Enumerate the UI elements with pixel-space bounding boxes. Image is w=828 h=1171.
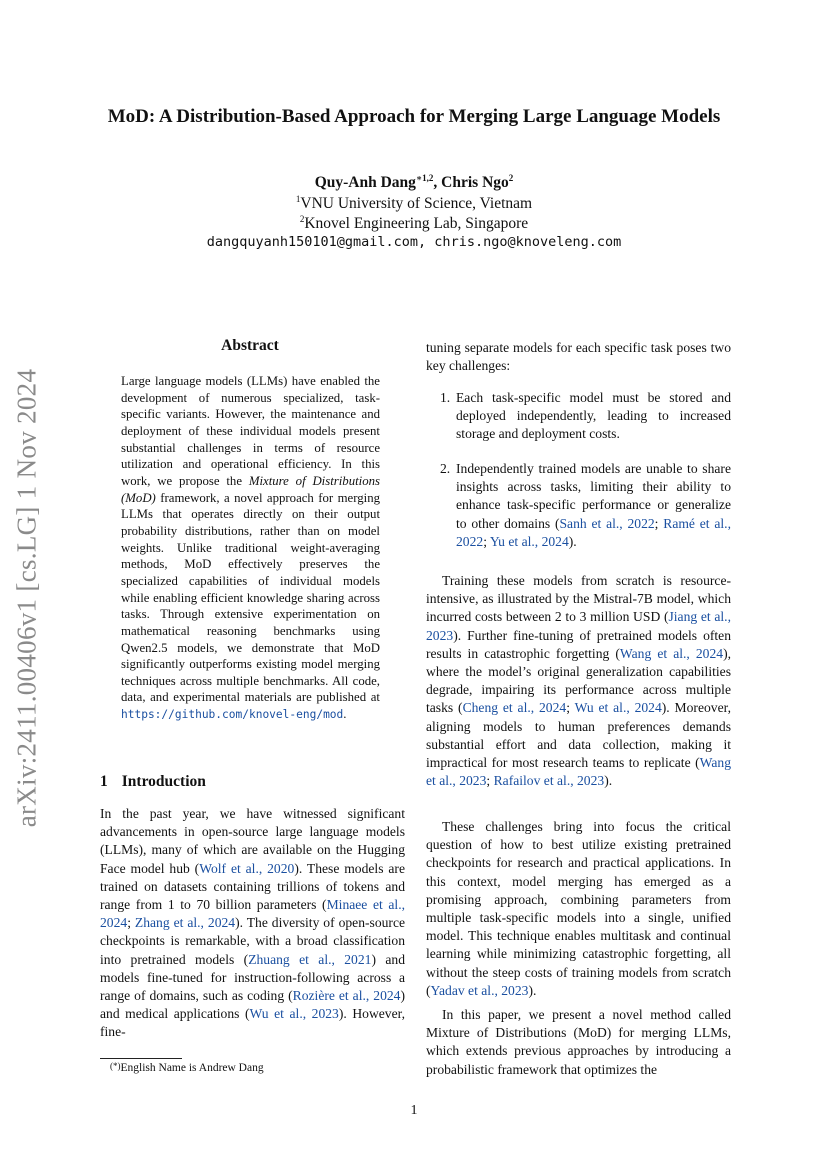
right-paragraph: tuning separate models for each specific task poses two key challenges: bbox=[426, 340, 731, 374]
citation-link[interactable]: Wu et al., 2023 bbox=[249, 1006, 339, 1022]
text-run: ). Moreover, aligning models to human preferences demands substantial effort and data collection, making it impractical for most research teams to replicate ( bbox=[426, 700, 731, 771]
citation-link[interactable]: Minaee et al., 2024 bbox=[100, 897, 405, 931]
text-run: ). bbox=[568, 533, 577, 549]
list-number: 2. bbox=[440, 461, 451, 476]
text-run: ). bbox=[604, 773, 613, 789]
text-run: ), where the model’s original generalization capabilities degrade, impairing its performance across multiple tasks ( bbox=[426, 645, 731, 716]
text-run: Training these models from scratch is resource-intensive, as illustrated by the Mistral-7B model, which incurred costs between 2 to 3 million USD ( bbox=[426, 573, 731, 625]
right-paragraph bbox=[426, 1006, 731, 1079]
affiliation bbox=[0, 215, 828, 233]
text-run: In the past year, we have witnessed significant advancements in open-source large language models (LLMs), many of which are available on the Hugging Face model hub ( bbox=[100, 806, 405, 876]
citation-link[interactable]: Wu et al., 2024 bbox=[574, 700, 662, 716]
citation-link[interactable]: Ramé et al., 2022 bbox=[456, 515, 731, 549]
author-marks: ∗1,2 bbox=[415, 173, 434, 183]
abstract-body bbox=[121, 373, 380, 724]
citation-link[interactable]: Zhuang et al., 2021 bbox=[248, 951, 372, 967]
author-emails: dangquyanh150101@gmail.com, chris.ngo@knoveleng.com bbox=[206, 234, 622, 250]
right-paragraph bbox=[426, 572, 731, 790]
list-text bbox=[456, 460, 731, 551]
text-run: Each task-specific model must be stored and deployed independently, leading to increased storage and deployment costs. bbox=[456, 390, 731, 442]
footnote-text: English Name is Andrew Dang bbox=[120, 1062, 264, 1074]
citation-link[interactable]: Wang et al., 2023 bbox=[426, 755, 731, 789]
section-number: 1 bbox=[100, 773, 108, 790]
citation-link[interactable]: Zhang et al., 2024 bbox=[134, 915, 236, 931]
section-heading bbox=[100, 773, 206, 791]
list-text bbox=[456, 389, 731, 444]
text-run: ). bbox=[528, 982, 537, 998]
text-run: ) and medical applications ( bbox=[100, 988, 405, 1022]
abstract-text: framework, a novel approach for merging LLMs that operates directly on their output probability distributions, rather than on model weights. Unlike traditional weight-averaging methods, MoD effectively preserves the specialized capabilities of individual models while enabling efficient knowledge sharing across tasks. Through extensive experimentation on mathematical reasoning benchmarks using Qwen2.5 models, we demonstrate that MoD significantly outperforms existing model merging techniques across multiple benchmarks. All code, data, and experimental materials are published at bbox=[121, 490, 380, 705]
text-run: ) and models fine-tuned for instruction-following across a range of domains, such as coding ( bbox=[100, 951, 405, 1004]
abstract-heading: Abstract bbox=[221, 337, 279, 354]
affiliation bbox=[0, 195, 828, 213]
abstract-emphasis: Mixture of Distributions (MoD) bbox=[121, 473, 380, 505]
author-marks: 2 bbox=[508, 173, 514, 183]
list-item bbox=[440, 460, 731, 551]
paper-title: MoD: A Distribution-Based Approach for Merging Large Language Models bbox=[107, 106, 721, 127]
citation-link[interactable]: Yadav et al., 2023 bbox=[430, 982, 529, 998]
text-run: ; bbox=[486, 773, 494, 789]
abstract-text: Large language models (LLMs) have enabled the development of numerous specialized, task-specific variants. However, the maintenance and deployment of these individual models present substantial challenges in terms of resource utilization and operational efficiency. In this work, we propose the bbox=[121, 374, 380, 488]
intro-paragraph bbox=[100, 805, 405, 1042]
text-run: ; bbox=[483, 533, 490, 549]
citation-link[interactable]: Yu et al., 2024 bbox=[489, 533, 569, 549]
author-name: Chris Ngo bbox=[441, 174, 509, 191]
text-run: ). Further fine-tuning of pretrained models often results in catastrophic forgetting ( bbox=[426, 627, 731, 661]
text-run: Independently trained models are unable to share insights across tasks, limiting their ability to enhance task-specific performance or generalize to other domains ( bbox=[456, 461, 731, 531]
text-run: ; bbox=[127, 915, 135, 931]
code-link[interactable]: https://github.com/knovel-eng/mod bbox=[121, 708, 344, 722]
right-paragraph bbox=[426, 818, 731, 1000]
authors bbox=[0, 174, 828, 192]
text-run: ; bbox=[654, 515, 664, 531]
text-run: ). The diversity of open-source checkpoints is remarkable, with a broad classification into pretrained models ( bbox=[100, 915, 406, 967]
citation-link[interactable]: Rozière et al., 2024 bbox=[292, 988, 401, 1004]
text-run: ). These models are trained on datasets containing trillions of tokens and range from 1 to 70 billion parameters ( bbox=[100, 860, 405, 913]
affiliation-mark: 2 bbox=[299, 214, 305, 224]
citation-link[interactable]: Sanh et al., 2022 bbox=[559, 515, 655, 531]
section-title: Introduction bbox=[121, 773, 206, 790]
footnote bbox=[110, 1062, 264, 1074]
footnote-mark: (*) bbox=[110, 1061, 121, 1071]
arxiv-stamp-text: arXiv:2411.00406v1 [cs.LG] 1 Nov 2024 bbox=[11, 368, 42, 828]
citation-link[interactable]: Rafailov et al., 2023 bbox=[493, 773, 605, 789]
citation-link[interactable]: Jiang et al., 2023 bbox=[426, 609, 731, 643]
affiliation-mark: 1 bbox=[295, 194, 301, 204]
text-run: In this paper, we present a novel method called Mixture of Distributions (MoD) for merging LLMs, which extends previous approaches by introducing a probabilistic framework that optimizes the bbox=[426, 1007, 731, 1077]
author-separator: , bbox=[433, 174, 442, 191]
text-run: These challenges bring into focus the critical question of how to best utilize existing pretrained checkpoints for research and practical applications. In this context, model merging has emerged as a promising approach, combining parameters from multiple task-specific models into a single, unified model. This technique enables multitask and continual learning while minimizing catastrophic forgetting, all without the steep costs of training models from scratch ( bbox=[426, 819, 731, 998]
affiliation-text: Knovel Engineering Lab, Singapore bbox=[304, 215, 529, 232]
citation-link[interactable]: Cheng et al., 2024 bbox=[462, 700, 567, 716]
author-name: Quy-Anh Dang bbox=[314, 174, 416, 191]
footnote-rule bbox=[100, 1058, 182, 1059]
list-item bbox=[440, 389, 731, 444]
citation-link[interactable]: Wang et al., 2024 bbox=[619, 645, 724, 661]
abstract-text: . bbox=[343, 707, 347, 722]
text-run: ). However, fine- bbox=[100, 1006, 406, 1040]
affiliation-text: VNU University of Science, Vietnam bbox=[300, 195, 533, 212]
page-number: 1 bbox=[410, 1103, 418, 1118]
list-number: 1. bbox=[440, 390, 451, 405]
text-run: ; bbox=[566, 700, 575, 716]
citation-link[interactable]: Wolf et al., 2020 bbox=[199, 860, 295, 876]
